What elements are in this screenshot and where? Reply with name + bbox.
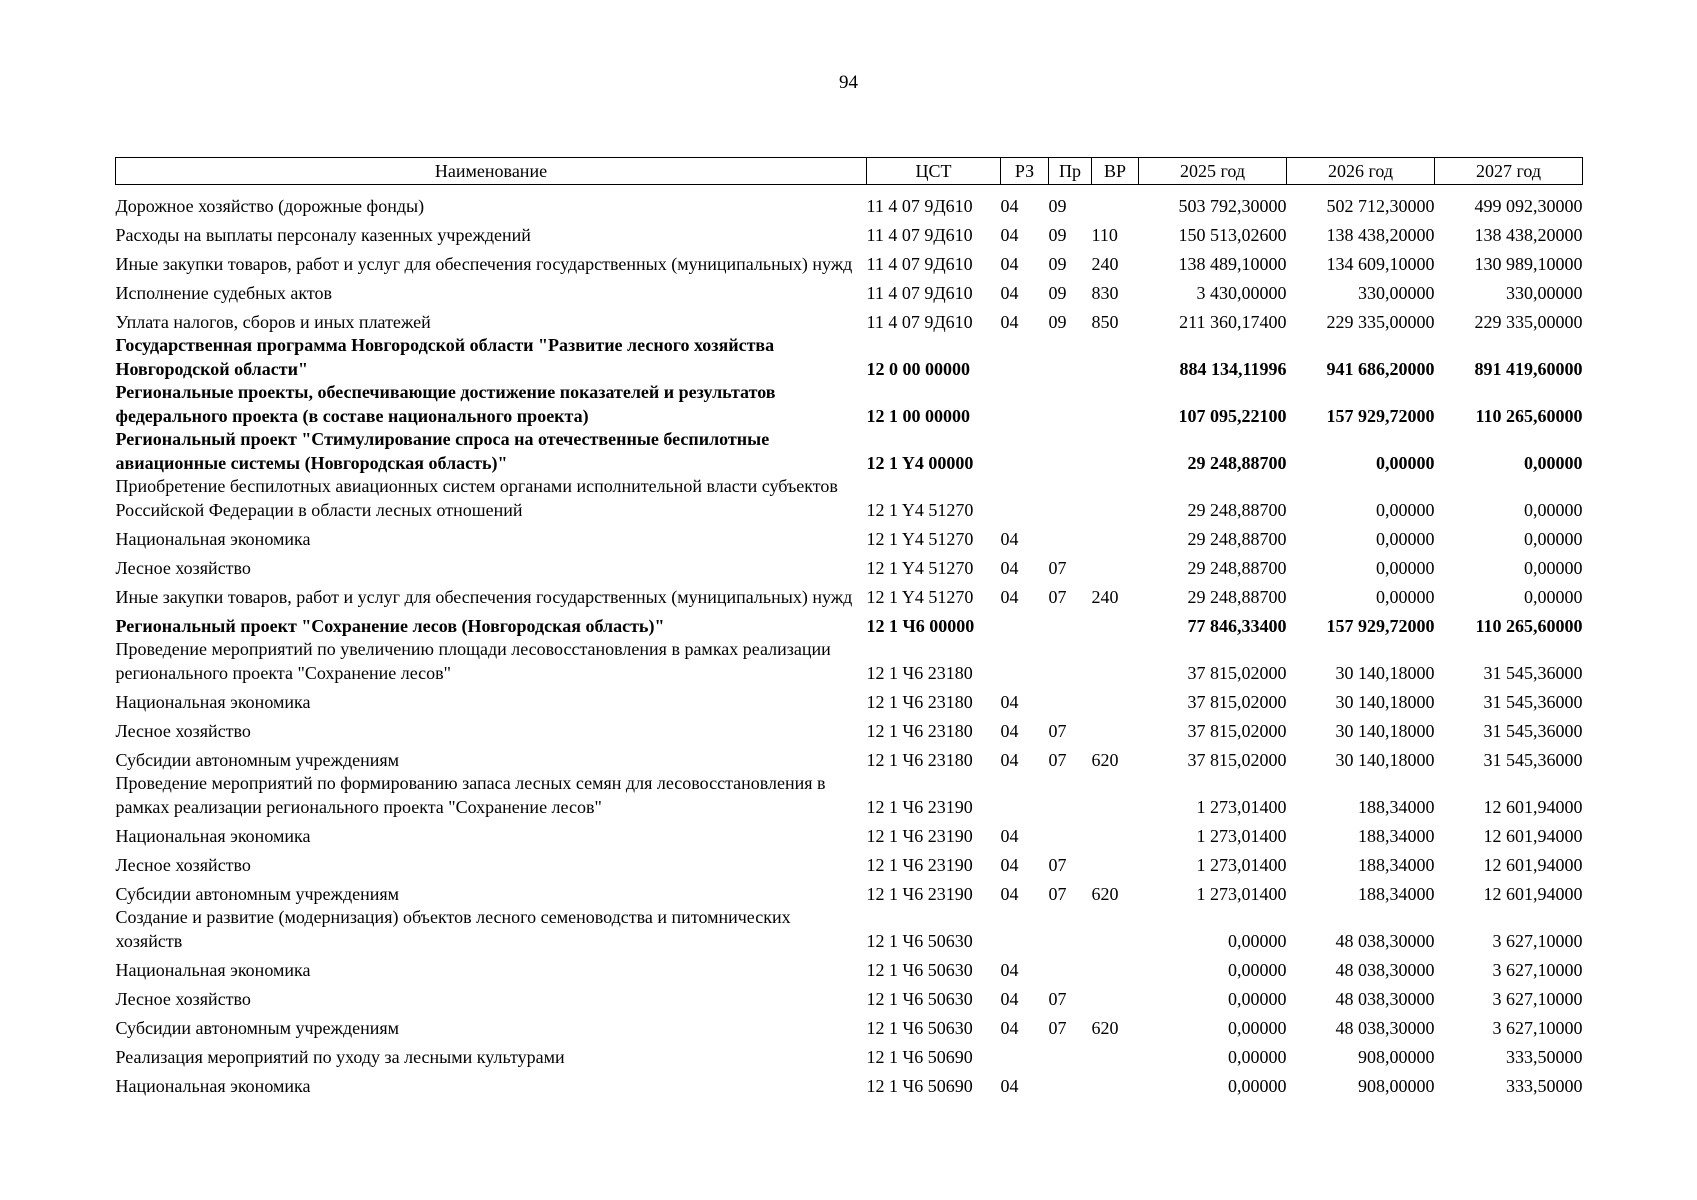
cell-2026: 157 929,72000: [1326, 405, 1435, 426]
cell-2026: 30 140,18000: [1335, 662, 1435, 683]
cell-pr: 07: [1048, 749, 1067, 770]
cell-name: Уплата налогов, сборов и иных платежей: [115, 311, 431, 332]
cell-2025: 0,00000: [1228, 988, 1287, 1009]
cell-2026: 229 335,00000: [1326, 311, 1435, 332]
cell-cst: 12 1 00 00000: [866, 405, 970, 426]
cell-vr: [1092, 819, 1139, 848]
cell-cst: 12 1 Ч6 23190: [866, 796, 973, 817]
table-row: [116, 218, 1583, 247]
cell-2027: 3 627,10000: [1492, 988, 1583, 1009]
cell-pr: 09: [1048, 253, 1067, 274]
cell-vr: [1092, 638, 1139, 685]
cell-pr: [1049, 906, 1092, 953]
cell-vr: [1092, 848, 1139, 877]
cell-rz: 04: [1000, 282, 1019, 303]
cell-vr: 240: [1091, 586, 1119, 607]
cell-vr: [1092, 982, 1139, 1011]
table-row: [116, 877, 1583, 906]
table-row: [116, 848, 1583, 877]
cell-2025: 37 815,02000: [1187, 749, 1287, 770]
table-row: [116, 428, 1583, 475]
cell-cst: 12 1 Ч6 50630: [866, 930, 973, 951]
cell-rz: [1001, 772, 1049, 819]
cell-rz: 04: [1000, 311, 1019, 332]
cell-cst: 12 1 Y4 00000: [866, 452, 974, 473]
cell-2026: 0,00000: [1376, 557, 1435, 578]
cell-vr: [1092, 685, 1139, 714]
cell-rz: [1001, 428, 1049, 475]
cell-rz: [1001, 1040, 1049, 1069]
cell-pr: 07: [1048, 854, 1067, 875]
cell-vr: 620: [1091, 1017, 1119, 1038]
cell-2026: 157 929,72000: [1326, 615, 1435, 636]
cell-2027: 3 627,10000: [1492, 1017, 1583, 1038]
header-cst: ЦСТ: [867, 158, 1001, 185]
cell-pr: [1049, 428, 1092, 475]
cell-2025: 503 792,30000: [1178, 195, 1287, 216]
cell-name: Национальная экономика: [115, 1075, 311, 1096]
table-row: [116, 185, 1583, 219]
cell-rz: 04: [1000, 749, 1019, 770]
cell-2025: 29 248,88700: [1187, 452, 1287, 473]
cell-pr: [1049, 772, 1092, 819]
cell-cst: 12 1 Ч6 50630: [866, 988, 973, 1009]
cell-rz: 04: [1000, 883, 1019, 904]
cell-cst: 12 1 Ч6 50630: [866, 959, 973, 980]
cell-2025: 884 134,11996: [1179, 358, 1287, 379]
cell-cst: 12 1 Y4 51270: [866, 557, 974, 578]
cell-rz: [1001, 381, 1049, 428]
cell-pr: 09: [1048, 311, 1067, 332]
cell-pr: 07: [1048, 557, 1067, 578]
cell-rz: 04: [1000, 854, 1019, 875]
cell-cst: 11 4 07 9Д610: [866, 195, 973, 216]
cell-vr: 110: [1091, 224, 1118, 245]
cell-2026: 48 038,30000: [1335, 959, 1435, 980]
cell-name: Лесное хозяйство: [115, 557, 251, 578]
cell-2027: 229 335,00000: [1474, 311, 1583, 332]
header-name: Наименование: [116, 158, 867, 185]
header-vr: ВР: [1092, 158, 1139, 185]
table-row: [116, 334, 1583, 381]
table-row: [116, 1040, 1583, 1069]
cell-vr: [1092, 522, 1139, 551]
table-row: [116, 638, 1583, 685]
cell-cst: 12 1 Y4 51270: [866, 528, 974, 549]
cell-pr: 07: [1048, 1017, 1067, 1038]
cell-rz: 04: [1000, 720, 1019, 741]
cell-pr: 09: [1048, 195, 1067, 216]
table-row: [116, 475, 1583, 522]
cell-cst: 12 1 Ч6 50690: [866, 1075, 973, 1096]
cell-2026: 30 140,18000: [1335, 720, 1435, 741]
cell-cst: 12 1 Ч6 50690: [866, 1046, 973, 1067]
cell-cst: 11 4 07 9Д610: [866, 282, 973, 303]
cell-name: Региональный проект "Сохранение лесов (Новгородская область)": [115, 615, 665, 636]
cell-2026: 48 038,30000: [1335, 930, 1435, 951]
cell-vr: [1092, 1040, 1139, 1069]
header-rz: РЗ: [1001, 158, 1049, 185]
cell-2026: 908,00000: [1358, 1046, 1435, 1067]
cell-vr: 620: [1091, 749, 1119, 770]
cell-pr: 07: [1048, 586, 1067, 607]
cell-rz: 04: [1000, 1075, 1019, 1096]
cell-2026: 0,00000: [1376, 586, 1435, 607]
cell-2025: 29 248,88700: [1187, 586, 1287, 607]
cell-cst: 12 1 Ч6 50630: [866, 1017, 973, 1038]
cell-2026: 0,00000: [1376, 499, 1435, 520]
cell-2027: 333,50000: [1506, 1046, 1583, 1067]
cell-rz: [1001, 475, 1049, 522]
table-row: [116, 982, 1583, 1011]
header-pr: Пр: [1049, 158, 1092, 185]
cell-2027: 12 601,94000: [1483, 883, 1583, 904]
cell-name: Национальная экономика: [115, 959, 311, 980]
cell-2026: 30 140,18000: [1335, 691, 1435, 712]
cell-2027: 333,50000: [1506, 1075, 1583, 1096]
cell-cst: 11 4 07 9Д610: [866, 224, 973, 245]
cell-pr: [1049, 609, 1092, 638]
cell-pr: [1049, 953, 1092, 982]
cell-name: Расходы на выплаты персоналу казенных учреждений: [115, 224, 531, 245]
cell-vr: [1092, 428, 1139, 475]
cell-2027: 3 627,10000: [1492, 930, 1583, 951]
cell-2026: 330,00000: [1358, 282, 1435, 303]
cell-rz: [1001, 334, 1049, 381]
cell-cst: 12 0 00 00000: [866, 358, 970, 379]
cell-rz: [1001, 906, 1049, 953]
cell-cst: 12 1 Ч6 23180: [866, 691, 973, 712]
cell-2027: 31 545,36000: [1483, 662, 1583, 683]
cell-cst: 12 1 Ч6 23190: [866, 854, 973, 875]
cell-pr: [1049, 638, 1092, 685]
cell-name: Субсидии автономным учреждениям: [115, 883, 400, 904]
cell-2026: 30 140,18000: [1335, 749, 1435, 770]
table-row: [116, 743, 1583, 772]
cell-vr: [1092, 772, 1139, 819]
cell-vr: [1092, 906, 1139, 953]
cell-2027: 130 989,10000: [1474, 253, 1583, 274]
cell-2026: 48 038,30000: [1335, 1017, 1435, 1038]
cell-cst: 12 1 Y4 51270: [866, 586, 974, 607]
cell-name: Лесное хозяйство: [115, 720, 251, 741]
cell-name: Лесное хозяйство: [115, 988, 251, 1009]
table-row: [116, 276, 1583, 305]
cell-pr: [1049, 334, 1092, 381]
cell-cst: 12 1 Ч6 00000: [866, 615, 975, 636]
cell-rz: 04: [1000, 691, 1019, 712]
budget-table: [115, 157, 1583, 1098]
cell-pr: [1049, 381, 1092, 428]
cell-rz: [1001, 609, 1049, 638]
cell-2025: 29 248,88700: [1187, 557, 1287, 578]
cell-vr: [1092, 609, 1139, 638]
table-row: [116, 580, 1583, 609]
cell-name: Создание и развитие (модернизация) объектов лесного семеноводства и питомнических хозяйств: [115, 907, 791, 951]
cell-pr: [1049, 522, 1092, 551]
cell-vr: [1092, 381, 1139, 428]
cell-cst: 12 1 Ч6 23190: [866, 883, 973, 904]
cell-vr: 620: [1091, 883, 1119, 904]
table-row: [116, 685, 1583, 714]
cell-2026: 188,34000: [1358, 883, 1435, 904]
cell-2026: 0,00000: [1376, 528, 1435, 549]
cell-2025: 211 360,17400: [1179, 311, 1287, 332]
cell-rz: 04: [1000, 959, 1019, 980]
cell-name: Проведение мероприятий по увеличению площади лесовосстановления в рамках реализации регионального проекта "Сохранение лесов": [115, 639, 831, 683]
cell-2027: 499 092,30000: [1474, 195, 1583, 216]
cell-2025: 150 513,02600: [1178, 224, 1287, 245]
cell-2026: 941 686,20000: [1326, 358, 1435, 379]
table-row: [116, 609, 1583, 638]
table-row: [116, 772, 1583, 819]
cell-2025: 138 489,10000: [1178, 253, 1287, 274]
cell-name: Национальная экономика: [115, 528, 311, 549]
cell-vr: [1092, 551, 1139, 580]
cell-vr: [1092, 1069, 1139, 1098]
cell-2025: 1 273,01400: [1196, 883, 1287, 904]
cell-2027: 330,00000: [1506, 282, 1583, 303]
cell-name: Субсидии автономным учреждениям: [115, 749, 400, 770]
cell-2027: 110 265,60000: [1475, 405, 1583, 426]
cell-2025: 0,00000: [1228, 1046, 1287, 1067]
table-row: [116, 819, 1583, 848]
table-row: [116, 305, 1583, 334]
cell-2026: 138 438,20000: [1326, 224, 1435, 245]
cell-2027: 0,00000: [1524, 499, 1583, 520]
cell-2027: 110 265,60000: [1475, 615, 1583, 636]
cell-vr: [1092, 953, 1139, 982]
cell-name: Исполнение судебных актов: [115, 282, 333, 303]
cell-cst: 11 4 07 9Д610: [866, 311, 973, 332]
cell-2025: 107 095,22100: [1178, 405, 1287, 426]
cell-vr: [1092, 714, 1139, 743]
table-row: [116, 247, 1583, 276]
table-header-row: [116, 158, 1583, 185]
cell-pr: 09: [1048, 282, 1067, 303]
cell-2027: 891 419,60000: [1474, 358, 1583, 379]
cell-2025: 37 815,02000: [1187, 720, 1287, 741]
cell-2025: 0,00000: [1228, 930, 1287, 951]
cell-pr: [1049, 1069, 1092, 1098]
cell-2027: 0,00000: [1524, 557, 1583, 578]
cell-name: Иные закупки товаров, работ и услуг для обеспечения государственных (муниципальных) нужд: [115, 253, 853, 274]
cell-2026: 188,34000: [1358, 825, 1435, 846]
cell-cst: 12 1 Ч6 23180: [866, 749, 973, 770]
cell-cst: 12 1 Ч6 23180: [866, 720, 973, 741]
cell-2025: 29 248,88700: [1187, 528, 1287, 549]
cell-pr: [1049, 685, 1092, 714]
cell-2025: 0,00000: [1228, 1017, 1287, 1038]
cell-2027: 0,00000: [1524, 586, 1583, 607]
cell-pr: 07: [1048, 883, 1067, 904]
cell-name: Проведение мероприятий по формированию запаса лесных семян для лесовосстановления в рамках реализации регионального проекта "Сохранение лесов": [115, 773, 826, 817]
cell-2027: 12 601,94000: [1483, 796, 1583, 817]
cell-cst: 11 4 07 9Д610: [866, 253, 973, 274]
cell-pr: 09: [1048, 224, 1067, 245]
cell-2025: 37 815,02000: [1187, 662, 1287, 683]
cell-2025: 1 273,01400: [1196, 854, 1287, 875]
cell-2027: 12 601,94000: [1483, 854, 1583, 875]
cell-name: Региональный проект "Стимулирование спроса на отечественные беспилотные авиационные системы (Новгородская область)": [115, 429, 770, 473]
header-2025: 2025 год: [1139, 158, 1287, 185]
cell-pr: 07: [1048, 988, 1067, 1009]
cell-cst: 12 1 Ч6 23180: [866, 662, 973, 683]
cell-2025: 0,00000: [1228, 1075, 1287, 1096]
cell-pr: [1049, 819, 1092, 848]
cell-2026: 134 609,10000: [1326, 253, 1435, 274]
cell-rz: 04: [1000, 825, 1019, 846]
table-row: [116, 381, 1583, 428]
cell-2027: 138 438,20000: [1474, 224, 1583, 245]
cell-rz: 04: [1000, 557, 1019, 578]
cell-rz: 04: [1000, 586, 1019, 607]
cell-rz: 04: [1000, 224, 1019, 245]
cell-2025: 0,00000: [1228, 959, 1287, 980]
cell-pr: [1049, 1040, 1092, 1069]
cell-2025: 29 248,88700: [1187, 499, 1287, 520]
cell-cst: 12 1 Ч6 23190: [866, 825, 973, 846]
cell-name: Региональные проекты, обеспечивающие достижение показателей и результатов федерального проекта (в составе национального проекта): [115, 382, 776, 426]
cell-2027: 31 545,36000: [1483, 691, 1583, 712]
cell-rz: 04: [1000, 195, 1019, 216]
cell-2026: 188,34000: [1358, 854, 1435, 875]
cell-vr: 830: [1091, 282, 1119, 303]
cell-2027: 0,00000: [1524, 528, 1583, 549]
cell-2027: 3 627,10000: [1492, 959, 1583, 980]
cell-name: Лесное хозяйство: [115, 854, 251, 875]
table-body: [116, 185, 1583, 1099]
table-row: [116, 1011, 1583, 1040]
header-2026: 2026 год: [1287, 158, 1435, 185]
cell-vr: [1092, 334, 1139, 381]
table-row: [116, 906, 1583, 953]
cell-rz: 04: [1000, 253, 1019, 274]
table-row: [116, 953, 1583, 982]
cell-name: Национальная экономика: [115, 825, 311, 846]
cell-2026: 0,00000: [1376, 452, 1435, 473]
cell-2025: 1 273,01400: [1196, 796, 1287, 817]
cell-name: Реализация мероприятий по уходу за лесными культурами: [115, 1046, 565, 1067]
table-row: [116, 551, 1583, 580]
cell-cst: 12 1 Y4 51270: [866, 499, 974, 520]
header-2027: 2027 год: [1435, 158, 1583, 185]
cell-2026: 48 038,30000: [1335, 988, 1435, 1009]
cell-rz: 04: [1000, 1017, 1019, 1038]
cell-2027: 0,00000: [1524, 452, 1583, 473]
cell-vr: 240: [1091, 253, 1119, 274]
cell-vr: [1092, 475, 1139, 522]
cell-2026: 908,00000: [1358, 1075, 1435, 1096]
cell-name: Национальная экономика: [115, 691, 311, 712]
cell-name: Субсидии автономным учреждениям: [115, 1017, 400, 1038]
cell-2025: 3 430,00000: [1196, 282, 1287, 303]
table-row: [116, 1069, 1583, 1098]
cell-name: Государственная программа Новгородской области "Развитие лесного хозяйства Новгородской области": [115, 335, 775, 379]
cell-pr: 07: [1048, 720, 1067, 741]
cell-2025: 1 273,01400: [1196, 825, 1287, 846]
cell-name: Дорожное хозяйство (дорожные фонды): [115, 195, 425, 216]
cell-rz: [1001, 638, 1049, 685]
cell-2025: 37 815,02000: [1187, 691, 1287, 712]
cell-name: Приобретение беспилотных авиационных систем органами исполнительной власти субъектов Российской Федерации в области лесных отношений: [115, 476, 838, 520]
cell-2026: 188,34000: [1358, 796, 1435, 817]
cell-pr: [1049, 475, 1092, 522]
table-row: [116, 522, 1583, 551]
page-number: 94: [839, 72, 858, 93]
table-row: [116, 714, 1583, 743]
cell-2026: 502 712,30000: [1326, 195, 1435, 216]
cell-2027: 31 545,36000: [1483, 720, 1583, 741]
cell-2025: 77 846,33400: [1187, 615, 1287, 636]
cell-2027: 31 545,36000: [1483, 749, 1583, 770]
cell-vr: [1092, 185, 1139, 219]
cell-rz: 04: [1000, 528, 1019, 549]
cell-2027: 12 601,94000: [1483, 825, 1583, 846]
cell-vr: 850: [1091, 311, 1119, 332]
cell-name: Иные закупки товаров, работ и услуг для обеспечения государственных (муниципальных) нужд: [115, 586, 853, 607]
cell-rz: 04: [1000, 988, 1019, 1009]
